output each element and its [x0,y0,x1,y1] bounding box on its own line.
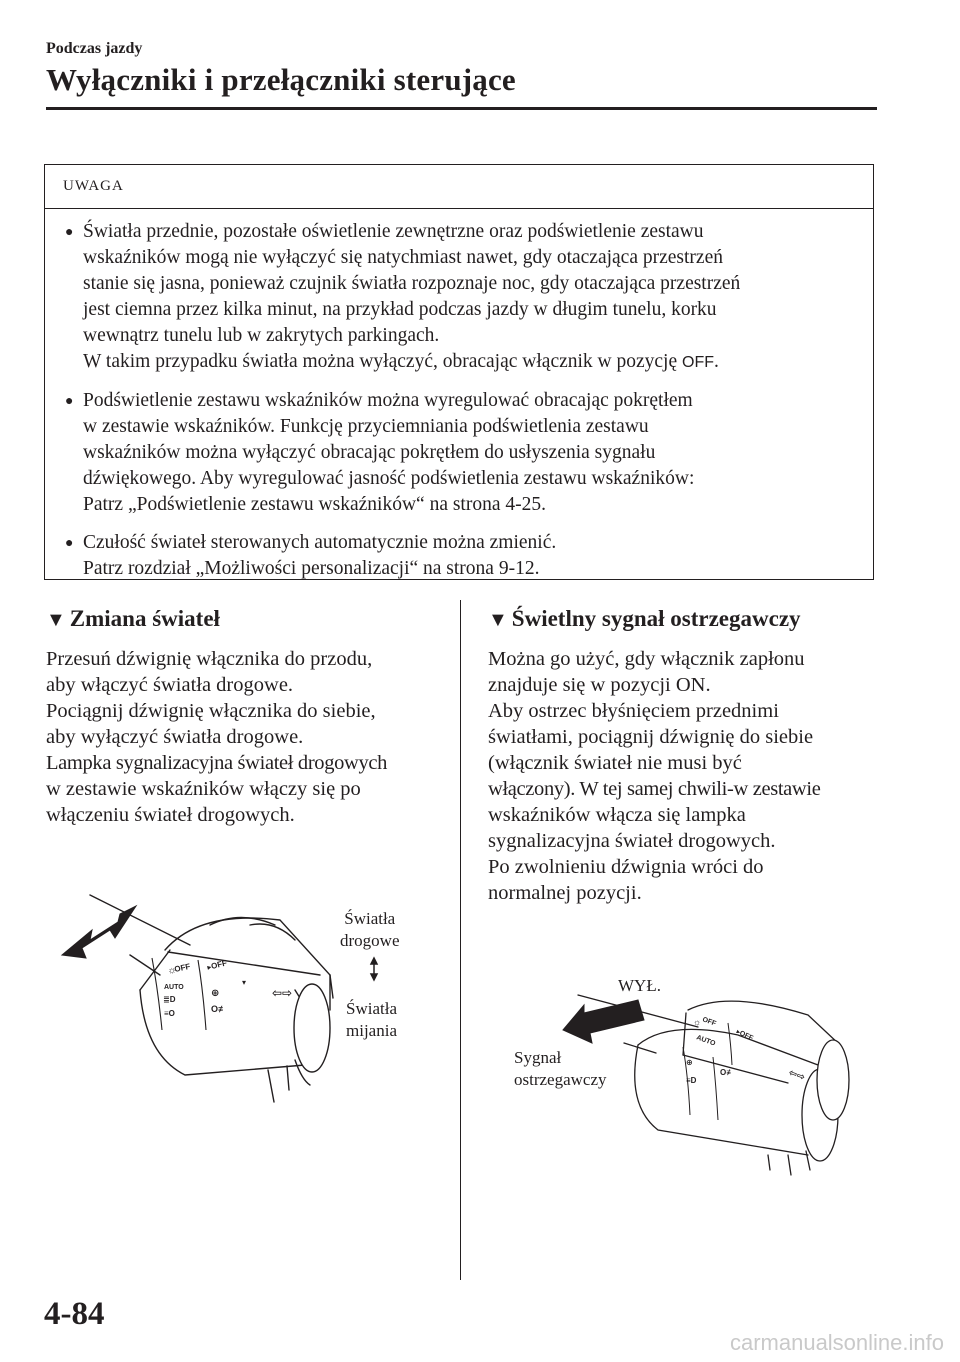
svg-text:⇦⇨: ⇦⇨ [786,1067,807,1084]
notice-line: Czułość świateł sterowanych automatycznie można zmienić. [83,532,557,553]
notice-line: stanie się jasna, ponieważ czujnik światła rozpoznaje noc, gdy otaczająca przestrzeń [83,273,741,294]
section-label: Podczas jazdy [46,40,143,57]
svg-text:OFF: OFF [173,961,192,974]
svg-text:☼: ☼ [693,1017,702,1027]
notice-line: Patrz rozdział „Możliwości personalizacji“ na strona 9-12. [83,558,540,579]
svg-text:AUTO: AUTO [695,1034,717,1048]
notice-box [44,164,874,580]
paragraph-line: włączony). W tej samej chwili-w zestawie [488,778,821,800]
paragraph-line: (włącznik świateł nie musi być [488,752,742,774]
notice-line: Światła przednie, pozostałe oświetlenie zewnętrzne oraz podświetlenie zestawu [83,221,704,242]
paragraph-line: aby włączyć światła drogowe. [46,674,294,696]
label-line: mijania [346,1021,397,1040]
figure-flash-to-pass [488,965,878,1180]
label-line: Światła [346,999,397,1018]
subheading-text: Świetlny sygnał ostrzegawczy [511,606,801,631]
label-off: WYŁ. [618,976,661,995]
title-rule [46,107,877,110]
svg-text:AUTO: AUTO [164,984,184,991]
figure-headlight-lever [40,880,440,1120]
svg-text:▾: ▾ [242,978,247,987]
label-line: Światła [344,909,396,928]
paragraph-line: włączeniu świateł drogowych. [46,804,295,826]
page-number: 4-84 [44,1296,105,1332]
notice-line: Podświetlenie zestawu wskaźników można wyregulować obracając pokrętłem [83,390,693,411]
page-title: Wyłączniki i przełączniki sterujące [46,62,516,97]
bullet-icon: ● [65,536,74,551]
column-divider [460,600,461,1280]
off-position-label: OFF [682,354,715,371]
svg-text:⊕: ⊕ [686,1058,693,1067]
notice-line [83,349,740,376]
notice-line: wskaźników mogą nie wyłączyć się natychmiast nawet, gdy otaczająca przestrzeń [83,247,723,268]
subheading-text: Zmiana świateł [69,606,220,631]
paragraph [46,646,446,828]
notice-line: wewnątrz tunelu lub w zakrytych parkingach. [83,325,440,346]
label-high-beam [340,908,399,952]
svg-text:▸OFF: ▸OFF [735,1028,754,1043]
label-flash-signal [514,1047,607,1091]
bullet-icon: ● [65,225,74,240]
paragraph-line: normalnej pozycji. [488,882,642,904]
notice-list [45,209,873,582]
svg-text:☼: ☼ [166,964,178,977]
svg-text:⊕: ⊕ [211,988,220,999]
paragraph-line: Po zwolnieniu dźwignia wróci do [488,856,764,878]
label-line: drogowe [340,931,400,950]
paragraph [488,646,888,906]
paragraph-line: sygnalizacyjna świateł drogowych. [488,830,776,852]
left-column [46,606,446,828]
paragraph-line: światłami, pociągnij dźwignię do siebie [488,726,814,748]
svg-text:≣D: ≣D [163,995,176,1004]
notice-item [65,388,853,518]
notice-line: wskaźników można wyłączyć obracając pokrętłem do usłyszenia sygnału [83,442,656,463]
label-low-beam [346,998,397,1042]
paragraph-line: Lampka sygnalizacyjna świateł drogowych [46,752,387,774]
paragraph-line: Można go użyć, gdy włącznik zapłonu [488,648,805,670]
paragraph-line: wskaźników włącza się lampka [488,804,746,826]
notice-line: w zestawie wskaźników. Funkcję przyciemniania podświetlenia zestawu [83,416,649,437]
svg-text:≡O: ≡O [164,1009,175,1018]
subheading-headlight-change [46,606,446,632]
notice-line: jest ciemna przez kilka minut, na przykład podczas jazdy w długim tunelu, korku [83,299,717,320]
notice-line-end: . [714,351,719,372]
paragraph-line: aby wyłączyć światła drogowe. [46,726,304,748]
paragraph-line: Aby ostrzec błyśnięciem przednimi [488,700,779,722]
svg-text:≡D: ≡D [686,1076,697,1085]
paragraph-line: w zestawie wskaźników włączy się po [46,778,361,800]
paragraph-line: znajduje się w pozycji ON. [488,674,711,696]
right-column [488,606,888,906]
svg-text:⇦⇨: ⇦⇨ [272,986,293,1000]
notice-heading: UWAGA [45,165,873,209]
svg-text:O≢: O≢ [720,1068,735,1077]
svg-text:OFF: OFF [701,1016,717,1028]
triangle-down-icon: ▼ [488,609,508,631]
svg-text:O≢: O≢ [211,1004,228,1014]
notice-line: Patrz „Podświetlenie zestawu wskaźników“ na strona 4-25. [83,494,546,515]
label-line: Sygnał [514,1048,562,1067]
paragraph-line: Przesuń dźwignię włącznika do przodu, [46,648,373,670]
notice-item [65,219,853,376]
triangle-down-icon: ▼ [46,609,66,631]
notice-line-text: W takim przypadku światła można wyłączyć, obracając włącznik w pozycję [83,351,683,372]
svg-text:▸OFF: ▸OFF [206,958,228,972]
notice-item [65,530,853,582]
label-line: ostrzegawczy [514,1070,607,1089]
subheading-flash-to-pass [488,606,888,632]
notice-line: dźwiękowego. Aby wyregulować jasność podświetlenia zestawu wskaźników: [83,468,695,489]
paragraph-line: Pociągnij dźwignię włącznika do siebie, [46,700,376,722]
watermark: carmanualsonline.info [729,1330,944,1355]
bullet-icon: ● [65,394,74,409]
